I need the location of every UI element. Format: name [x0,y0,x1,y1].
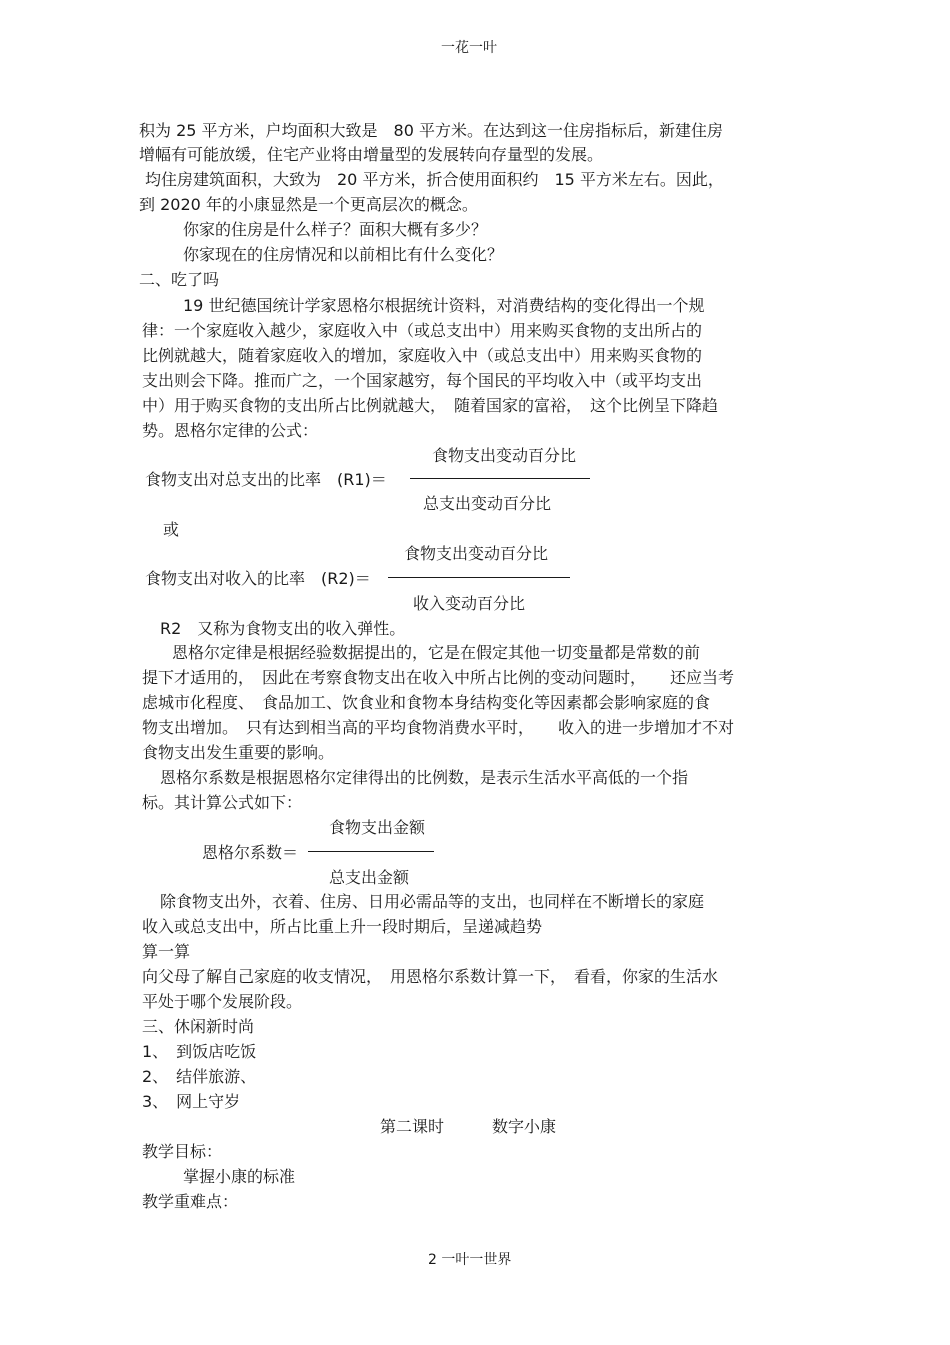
text-line: 教学重难点： [142,1192,239,1211]
formula-numerator: 食物支出变动百分比 [404,544,549,563]
text-line: 虑城市化程度、 食品加工、饮食业和食物本身结构变化等因素都会影响家庭的食 [142,693,711,712]
text-line: 支出则会下降。推而广之，一个国家越穷，每个国民的平均收入中（或平均支出 [142,371,703,390]
fraction-line [410,478,590,479]
lesson-title: 第二课时 数字小康 [380,1117,557,1136]
text-line: 增幅有可能放缓，住宅产业将由增量型的发展转向存量型的发展。 [139,145,604,164]
formula-numerator: 食物支出金额 [329,818,426,837]
text-line: 除食物支出外，衣着、住房、日用必需品等的支出，也同样在不断增长的家庭 [160,892,705,911]
page-header: 一花一叶 [441,40,497,56]
text-line: 教学目标： [142,1142,223,1161]
text-line: 提下才适用的， 因此在考察食物支出在收入中所占比例的变动问题时， 还应当考 [142,668,735,687]
list-item: 1、 到饭店吃饭 [142,1042,257,1061]
list-item: 2、 结伴旅游、 [142,1067,257,1086]
text-line: 中）用于购买食物的支出所占比例就越大， 随着国家的富裕， 这个比例呈下降趋 [142,396,719,415]
formula-denominator: 总支出变动百分比 [423,494,552,513]
text-line: 平处于哪个发展阶段。 [142,992,303,1011]
text-line: 律：一个家庭收入越少，家庭收入中（或总支出中）用来购买食物的支出所占的 [142,321,703,340]
formula-lhs: 食物支出对总支出的比率 (R1)＝ [145,470,387,489]
question-line: 你家的住房是什么样子？面积大概有多少？ [183,220,488,239]
formula-denominator: 收入变动百分比 [413,594,526,613]
text-line: 掌握小康的标准 [183,1167,296,1186]
text-line: 标。其计算公式如下： [142,793,303,812]
text-line: R2 又称为食物支出的收入弹性。 [160,619,406,638]
text-line: 物支出增加。 只有达到相当高的平均食物消费水平时， 收入的进一步增加才不对 [142,718,735,737]
list-item: 3、 网上守岁 [142,1092,241,1111]
text-line: 恩格尔定律是根据经验数据提出的，它是在假定其他一切变量都是常数的前 [172,643,701,662]
text-line: 19 世纪德国统计学家恩格尔根据统计资料，对消费结构的变化得出一个规 [183,296,705,315]
text-line: 向父母了解自己家庭的收支情况， 用恩格尔系数计算一下， 看看，你家的生活水 [142,967,719,986]
fraction-line [308,851,434,852]
formula-denominator: 总支出金额 [329,868,410,887]
text-line: 恩格尔系数是根据恩格尔定律得出的比例数，是表示生活水平高低的一个指 [160,768,689,787]
section-heading: 三、休闲新时尚 [142,1017,255,1036]
text-line: 势。恩格尔定律的公式： [142,421,319,440]
text-line: 均住房建筑面积，大致为 20 平方米，折合使用面积约 15 平方米左右。因此， [145,170,724,189]
question-line: 你家现在的住房情况和以前相比有什么变化？ [183,245,504,264]
section-heading: 算一算 [142,942,191,961]
formula-lhs: 食物支出对收入的比率 (R2)＝ [145,569,371,588]
formula-numerator: 食物支出变动百分比 [432,446,577,465]
text-line: 或 [163,520,180,539]
fraction-line [388,577,570,578]
text-line: 到 2020 年的小康显然是一个更高层次的概念。 [139,195,478,214]
page-footer: 2 一叶一世界 [428,1252,512,1268]
text-line: 食物支出发生重要的影响。 [142,743,335,762]
section-heading: 二、吃了吗 [139,270,220,289]
formula-lhs: 恩格尔系数＝ [202,843,299,862]
text-line: 比例就越大，随着家庭收入的增加，家庭收入中（或总支出中）用来购买食物的 [142,346,703,365]
text-line: 积为 25 平方米，户均面积大致是 80 平方米。在达到这一住房指标后，新建住房 [139,121,723,140]
text-line: 收入或总支出中，所占比重上升一段时期后，呈递减趋势 [142,917,543,936]
